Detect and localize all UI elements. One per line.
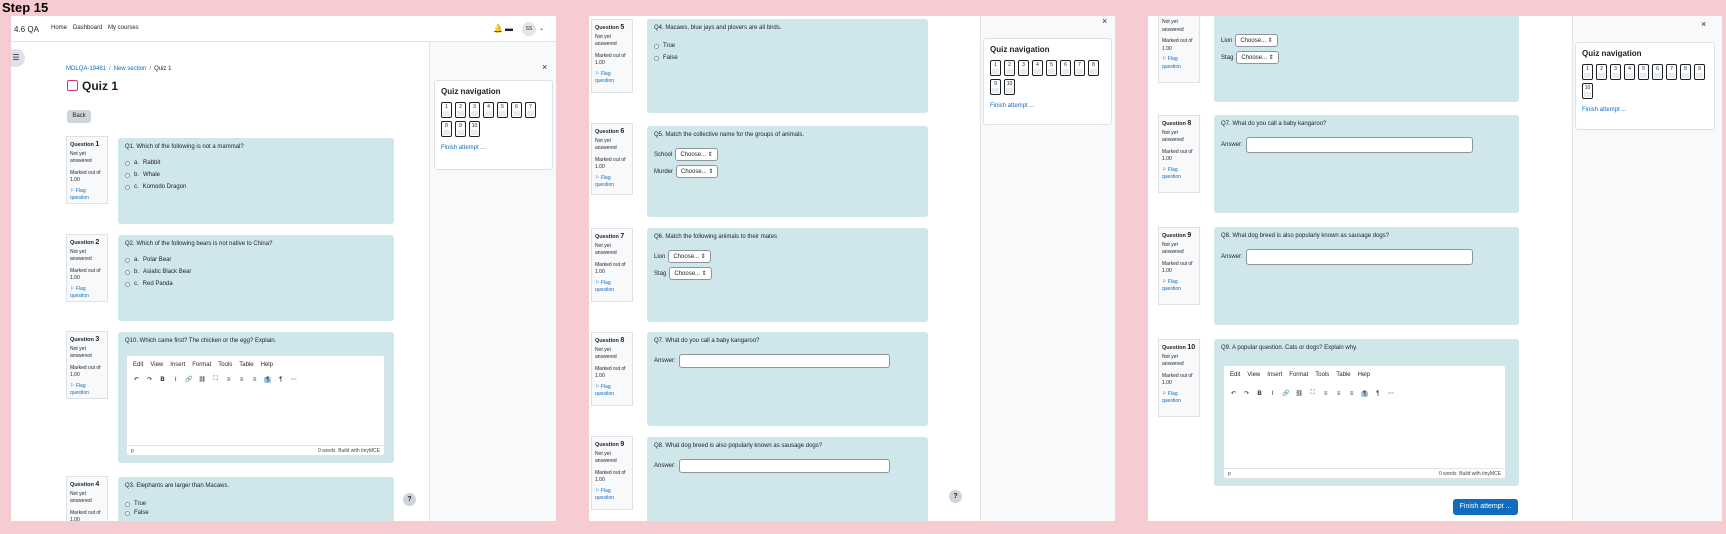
quiz-nav-cell[interactable]: 7 <box>525 102 536 118</box>
element-path[interactable]: p <box>1228 471 1231 477</box>
screenshot-panel-2 <box>589 16 1115 521</box>
flag-question-link[interactable]: ⚐ Flag question <box>70 285 89 299</box>
element-path[interactable]: p <box>131 448 134 454</box>
quiz-drawer <box>980 16 1115 521</box>
question-text: Q7. What do you call a baby kangaroo? <box>1221 121 1327 127</box>
screenshot-panel-3 <box>1148 16 1722 521</box>
rtl-icon[interactable]: ¶ <box>1376 390 1380 397</box>
finish-attempt-link[interactable]: Finish attempt ... <box>1582 107 1627 113</box>
quiz-nav-cell[interactable]: 10 <box>469 121 480 137</box>
quiz-nav-cell[interactable]: 1 <box>1582 64 1593 80</box>
question-content-8 <box>1214 115 1519 213</box>
option-false[interactable]: False <box>654 55 921 61</box>
menu-view[interactable]: View <box>150 362 164 368</box>
close-icon[interactable]: × <box>542 62 548 72</box>
menu-table[interactable]: Table <box>1336 372 1351 378</box>
answer-input[interactable] <box>679 459 890 473</box>
flag-question-link[interactable]: ⚐ Flag question <box>595 383 614 397</box>
breadcrumb-section[interactable]: New section <box>113 66 147 72</box>
rtl-icon[interactable]: ¶ <box>279 376 283 383</box>
answer-row: Answer: <box>1221 249 1512 265</box>
question-info-8: Question 8 Not yet answered Marked out of 1.00 ⚐ Flag question <box>1158 115 1200 193</box>
quiz-nav-cell[interactable]: 6 <box>1060 60 1071 76</box>
quiz-nav-cell[interactable]: 5 <box>497 102 508 118</box>
question-content-4 <box>118 477 394 521</box>
answer-input[interactable] <box>1246 137 1473 153</box>
quiz-nav-cell[interactable]: 5 <box>1046 60 1057 76</box>
menu-table[interactable]: Table <box>239 362 254 368</box>
quiz-nav-cell[interactable]: 2 <box>1004 60 1015 76</box>
flag-question-link[interactable]: ⚐ Flag question <box>1162 56 1181 70</box>
option-false[interactable]: False <box>125 510 387 516</box>
nav-home[interactable]: Home <box>51 25 68 31</box>
quiz-navigation-block <box>1575 42 1715 130</box>
undo-icon[interactable]: ↶ <box>133 377 140 383</box>
option-a[interactable]: a. Polar Bear <box>125 257 387 263</box>
quiz-nav-cell[interactable]: 7 <box>1666 64 1677 80</box>
quiz-nav-cell[interactable]: 10 <box>1004 79 1015 95</box>
menu-tools[interactable]: Tools <box>1315 372 1330 378</box>
breadcrumb-course[interactable]: MDLQA-19461 <box>66 66 107 72</box>
question-info-7: Not yet answered Marked out of 1.00 ⚐ Flag question <box>1158 16 1200 83</box>
menu-help[interactable]: Help <box>260 362 273 368</box>
question-info-4: Question 4 Not yet answered Marked out of 1.00 <box>66 476 108 521</box>
question-info-1: Question 1 Not yet answered Marked out of 1.00 ⚐ Flag question <box>66 136 108 204</box>
italic-icon[interactable]: I <box>1271 390 1274 397</box>
flag-question-link[interactable]: ⚐ Flag question <box>595 487 614 501</box>
match-select[interactable]: Choose... ⇕ <box>668 250 710 263</box>
quiz-nav-cell[interactable]: 9 <box>455 121 466 137</box>
built-with: Build with <box>1459 471 1481 477</box>
match-select[interactable]: Choose... ⇕ <box>1235 34 1277 47</box>
link-icon[interactable]: 🔗 <box>1282 391 1290 397</box>
match-select[interactable]: Choose... ⇕ <box>675 148 717 161</box>
align-right-icon[interactable]: ≡ <box>1349 390 1354 397</box>
answer-row: Answer: <box>654 459 921 473</box>
nav-my-courses[interactable]: My courses <box>108 25 139 31</box>
finish-attempt-link[interactable]: Finish attempt ... <box>990 103 1035 109</box>
quiz-nav-title: Quiz navigation <box>441 87 501 96</box>
quiz-nav-cell[interactable]: 2 <box>1596 64 1607 80</box>
built-with: Build with <box>338 448 360 454</box>
quiz-navigation-block <box>434 80 553 170</box>
option-true[interactable]: True <box>125 501 387 507</box>
question-content-1 <box>118 138 394 224</box>
unlink-icon[interactable]: ⛓ <box>1295 391 1304 397</box>
option-b[interactable]: b. Asiatic Black Bear <box>125 269 387 275</box>
word-count[interactable]: 0 words <box>318 448 336 454</box>
match-row-lion: Lion Choose... ⇕ <box>1221 34 1512 47</box>
question-info-8: Question 8 Not yet answered Marked out of 1.00 ⚐ Flag question <box>591 332 633 406</box>
quiz-drawer <box>429 42 556 521</box>
question-text: Q7. What do you call a baby kangaroo? <box>654 338 760 344</box>
menu-insert[interactable]: Insert <box>170 362 186 368</box>
top-navbar <box>11 16 556 42</box>
question-content-6 <box>647 126 928 217</box>
question-text: Q8. What dog breed is also popularly known as sausage dogs? <box>1221 233 1390 239</box>
question-info-6: Question 6 Not yet answered Marked out of 1.00 ⚐ Flag question <box>591 123 633 195</box>
question-text: Q10. Which came first? The chicken or the egg? Explain. <box>125 338 277 344</box>
question-text: Q9. A popular question. Cats or dogs? Explain why. <box>1221 345 1358 351</box>
match-row-lion: Lion Choose... ⇕ <box>654 250 921 263</box>
quiz-nav-grid <box>990 60 1105 95</box>
question-text: Q3. Elephants are larger than Macaws. <box>125 483 230 489</box>
match-select[interactable]: Choose... ⇕ <box>669 267 711 280</box>
rich-text-editor[interactable] <box>1223 365 1506 479</box>
quiz-nav-cell[interactable]: 8 <box>441 121 452 137</box>
more-icon[interactable]: ⋯ <box>290 377 297 383</box>
question-info-2: Question 2 Not yet answered Marked out of 1.00 ⚐ Flag question <box>66 234 108 302</box>
fullscreen-icon[interactable]: ⛶ <box>1310 390 1315 396</box>
menu-edit[interactable]: Edit <box>133 362 144 368</box>
help-button[interactable]: ? <box>949 490 962 503</box>
tinymce-logo[interactable]: tinyMCE <box>1482 471 1501 477</box>
quiz-nav-cell[interactable]: 6 <box>511 102 522 118</box>
italic-icon[interactable]: I <box>174 376 177 383</box>
flag-question-link[interactable]: ⚐ Flag question <box>595 279 614 293</box>
editor-menubar <box>1224 366 1505 384</box>
question-info-5: Question 5 Not yet answered Marked out of 1.00 ⚐ Flag question <box>591 19 633 93</box>
editor-statusbar <box>127 445 384 455</box>
avatar[interactable]: SS <box>522 22 536 36</box>
editor-toolbar <box>127 374 384 385</box>
question-info-10: Question 10 Not yet answered Marked out of 1.00 ⚐ Flag question <box>1158 339 1200 417</box>
question-content-8 <box>647 332 928 426</box>
quiz-nav-cell[interactable]: 4 <box>1032 60 1043 76</box>
finish-attempt-link[interactable]: Finish attempt ... <box>441 145 486 151</box>
unlink-icon[interactable]: ⛓ <box>198 377 207 383</box>
bold-icon[interactable]: B <box>160 376 165 383</box>
page-title: Quiz 1 <box>67 79 118 93</box>
flag-question-link[interactable]: ⚐ Flag question <box>70 382 89 396</box>
align-right-icon[interactable]: ≡ <box>252 376 257 383</box>
align-center-icon[interactable]: ≡ <box>1336 390 1341 397</box>
menu-view[interactable]: View <box>1247 372 1261 378</box>
question-text: Q6. Match the following animals to their mates <box>654 234 778 240</box>
quiz-nav-cell[interactable]: 1 <box>441 102 452 118</box>
flag-question-link[interactable]: ⚐ Flag question <box>1162 166 1181 180</box>
back-button[interactable]: Back <box>67 110 91 123</box>
more-icon[interactable]: ⋯ <box>1387 391 1394 397</box>
question-info-9: Question 9 Not yet answered Marked out of 1.00 ⚐ Flag question <box>591 436 633 510</box>
quiz-nav-cell[interactable]: 4 <box>483 102 494 118</box>
flag-question-link[interactable]: ⚐ Flag question <box>1162 278 1181 292</box>
menu-insert[interactable]: Insert <box>1267 372 1283 378</box>
editor-toolbar <box>1224 384 1505 399</box>
answer-row: Answer: <box>1221 137 1512 153</box>
answer-row: Answer: <box>654 354 921 368</box>
finish-attempt-button[interactable]: Finish attempt ... <box>1453 499 1518 515</box>
word-count[interactable]: 0 words <box>1439 471 1457 477</box>
quiz-drawer <box>1572 16 1722 521</box>
quiz-nav-cell[interactable]: 3 <box>1610 64 1621 80</box>
quiz-nav-title: Quiz navigation <box>990 45 1050 54</box>
question-info-9: Question 9 Not yet answered Marked out of 1.00 ⚐ Flag question <box>1158 227 1200 305</box>
question-content-9 <box>647 437 928 521</box>
screenshot-panel-1 <box>11 16 556 521</box>
redo-icon[interactable]: ↷ <box>1243 391 1250 397</box>
menu-help[interactable]: Help <box>1357 372 1370 378</box>
flag-question-link[interactable]: ⚐ Flag question <box>70 187 89 201</box>
question-text: Q2. Which of the following bears is not native to China? <box>125 241 273 247</box>
menu-edit[interactable]: Edit <box>1230 372 1241 378</box>
quiz-nav-cell[interactable]: 1 <box>990 60 1001 76</box>
close-icon[interactable]: × <box>1102 16 1108 26</box>
chat-icon[interactable]: ▬ <box>505 24 513 33</box>
bold-icon[interactable]: B <box>1257 390 1262 397</box>
step-title: Step 15 <box>2 0 49 15</box>
align-left-icon[interactable]: ≡ <box>1323 390 1328 397</box>
question-content-9 <box>1214 227 1519 325</box>
course-index-toggle-icon[interactable]: ☰ <box>11 49 25 67</box>
question-text: Q5. Match the collective name for the groups of animals. <box>654 132 805 138</box>
question-content-7 <box>647 228 928 322</box>
answer-input[interactable] <box>1246 249 1473 265</box>
redo-icon[interactable]: ↷ <box>146 377 153 383</box>
question-info-7: Question 7 Not yet answered Marked out of 1.00 ⚐ Flag question <box>591 228 633 302</box>
quiz-nav-cell[interactable]: 4 <box>1624 64 1635 80</box>
menu-format[interactable]: Format <box>192 362 212 368</box>
quiz-nav-cell[interactable]: 2 <box>455 102 466 118</box>
flag-question-link[interactable]: ⚐ Flag question <box>595 174 614 188</box>
nav-dashboard[interactable]: Dashboard <box>73 25 103 31</box>
quiz-nav-cell[interactable]: 10 <box>1582 83 1593 99</box>
quiz-nav-grid <box>441 102 546 137</box>
breadcrumb: MDLQA-19461 / New section / Quiz 1 <box>66 66 172 72</box>
link-icon[interactable]: 🔗 <box>185 377 193 383</box>
quiz-nav-cell[interactable]: 7 <box>1074 60 1085 76</box>
close-icon[interactable]: × <box>1701 19 1707 29</box>
question-text: Q1. Which of the following is not a mammal? <box>125 144 244 150</box>
tinymce-logo[interactable]: tinyMCE <box>361 448 380 454</box>
fullscreen-icon[interactable]: ⛶ <box>213 376 218 382</box>
quiz-nav-cell[interactable]: 5 <box>1638 64 1649 80</box>
match-row-stag: Stag Choose... ⇕ <box>1221 51 1512 64</box>
bell-icon[interactable]: 🔔 <box>493 24 503 33</box>
match-select[interactable]: Choose... ⇕ <box>1236 51 1278 64</box>
undo-icon[interactable]: ↶ <box>1230 391 1237 397</box>
question-text: Q4. Macaws, blue jays and plovers are all birds. <box>654 25 782 31</box>
quiz-nav-cell[interactable]: 3 <box>469 102 480 118</box>
match-row-stag: Stag Choose... ⇕ <box>654 267 921 280</box>
option-b[interactable]: b. Whale <box>125 172 387 178</box>
quiz-nav-cell[interactable]: 8 <box>1088 60 1099 76</box>
match-row-school: School Choose... ⇕ <box>654 148 921 161</box>
match-row-murder: Murder Choose... ⇕ <box>654 165 921 178</box>
editor-menubar <box>127 356 384 374</box>
option-true[interactable]: True <box>654 43 921 49</box>
align-left-icon[interactable]: ≡ <box>226 376 231 383</box>
ltr-icon[interactable]: ¶ <box>266 376 270 383</box>
quiz-nav-cell[interactable]: 9 <box>1694 64 1705 80</box>
question-content-7 <box>1214 16 1519 102</box>
match-select[interactable]: Choose... ⇕ <box>676 165 718 178</box>
editor-statusbar <box>1224 468 1505 478</box>
quiz-nav-cell[interactable]: 8 <box>1680 64 1691 80</box>
breadcrumb-quiz: Quiz 1 <box>154 66 172 72</box>
quiz-navigation-block <box>983 38 1112 125</box>
answer-input[interactable] <box>679 354 890 368</box>
flag-question-link[interactable]: ⚐ Flag question <box>1162 390 1181 404</box>
quiz-icon <box>67 80 78 91</box>
option-c[interactable]: c. Komodo Dragon <box>125 184 387 190</box>
align-center-icon[interactable]: ≡ <box>239 376 244 383</box>
menu-format[interactable]: Format <box>1289 372 1309 378</box>
flag-question-link[interactable]: ⚐ Flag question <box>595 70 614 84</box>
help-button[interactable]: ? <box>403 493 416 506</box>
quiz-nav-grid <box>1582 64 1708 99</box>
question-content-2 <box>118 235 394 321</box>
option-a[interactable]: a. Rabbit <box>125 160 387 166</box>
quiz-nav-cell[interactable]: 3 <box>1018 60 1029 76</box>
rich-text-editor[interactable] <box>126 355 385 456</box>
quiz-nav-title: Quiz navigation <box>1582 49 1642 58</box>
quiz-nav-cell[interactable]: 6 <box>1652 64 1663 80</box>
ltr-icon[interactable]: ¶ <box>1363 390 1367 397</box>
option-c[interactable]: c. Red Panda <box>125 281 387 287</box>
chevron-down-icon[interactable]: ⌄ <box>539 26 545 32</box>
question-info-3: Question 3 Not yet answered Marked out of 1.00 ⚐ Flag question <box>66 331 108 399</box>
question-content-5 <box>647 19 928 113</box>
quiz-nav-cell[interactable]: 9 <box>990 79 1001 95</box>
site-brand[interactable]: 4.6 QA <box>14 25 39 34</box>
menu-tools[interactable]: Tools <box>218 362 233 368</box>
question-text: Q8. What dog breed is also popularly known as sausage dogs? <box>654 443 823 449</box>
